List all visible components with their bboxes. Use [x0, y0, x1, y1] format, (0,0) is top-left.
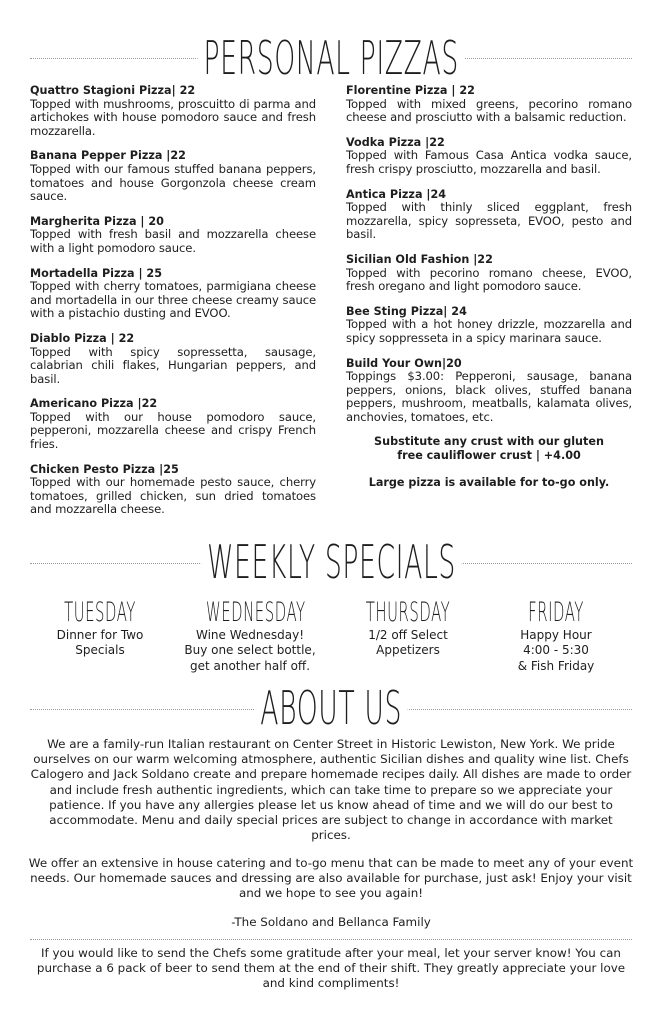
about-us-heading: ABOUT US — [0, 684, 662, 732]
special-day-friday — [476, 598, 636, 674]
menu-item-description: Topped with our homemade pesto sauce, cherry tomatoes, grilled chicken, sun dried tomatoes and mozzarella cheese. — [30, 475, 316, 517]
menu-item-description: Topped with our house pomodoro sauce, pepperoni, mozzarella cheese and crispy French fries. — [30, 409, 316, 452]
day-description: Specials — [75, 643, 125, 658]
menu-item-title: Margherita Pizza | 20 — [30, 214, 164, 228]
day-description: 4:00 - 5:30 — [523, 643, 589, 658]
day-description: & Fish Friday — [517, 658, 595, 673]
menu-item-title: Quattro Stagioni Pizza| 22 — [30, 84, 196, 97]
menu-item-title: Chicken Pesto Pizza |25 — [30, 462, 179, 476]
gratitude-paragraph: If you would like to send the Chefs some gratitude after your meal, let your server know! You can purchase a 6 pack of beer to send them at the end of their shift. They greatly appreciate your love and kind compliments! — [36, 946, 626, 991]
special-day-tuesday — [20, 598, 180, 659]
menu-item-title: Banana Pepper Pizza |22 — [30, 149, 186, 163]
pizza-column-right — [346, 84, 632, 489]
day-name: WEDNESDAY — [206, 597, 306, 628]
menu-item-description: Topped with fresh basil and mozzarella cheese with a light pomodoro sauce. — [30, 227, 316, 255]
menu-item-description: Topped with cherry tomatoes, parmigiana cheese and mortadella in our three cheese creamy sauce with a pistachio dusting and EVOO. — [30, 279, 316, 321]
menu-item-title: Mortadella Pizza | 25 — [30, 266, 162, 280]
menu-item — [30, 463, 316, 517]
day-description: get another half off. — [189, 658, 311, 673]
menu-item-title: Americano Pizza |22 — [30, 397, 158, 411]
menu-item — [346, 188, 632, 242]
menu-item — [346, 305, 632, 346]
special-day-thursday — [328, 598, 488, 659]
day-description: 1/2 off Select — [368, 628, 448, 642]
menu-item — [346, 253, 632, 294]
menu-item-title: Bee Sting Pizza| 24 — [346, 304, 467, 318]
menu-item-description: Toppings $3.00: Pepperoni, sausage, banana peppers, onions, black olives, stuffed banana peppers, mushroom, meatballs, kalamata olives, anchovies, tomatoes, etc. — [346, 369, 632, 424]
menu-item — [30, 215, 316, 256]
day-description: Buy one select bottle, — [184, 643, 316, 658]
family-signature: -The Soldano and Bellanca Family — [231, 915, 431, 929]
menu-item — [30, 332, 316, 386]
menu-item — [346, 84, 632, 125]
menu-item-description: Topped with a hot honey drizzle, mozzarella and spicy soppresseta in a spicy marinara sauce. — [346, 317, 632, 345]
personal-pizzas-heading: PERSONAL PIZZAS — [0, 34, 662, 82]
catering-paragraph: We offer an extensive in house catering and to-go menu that can be made to meet any of your event needs. Our homemade sauces and dressing are also available for purchase, just ask! Enjoy your visit and we hope to see you again! — [28, 856, 634, 901]
pizza-column-left — [30, 84, 316, 528]
menu-item-description: Topped with pecorino romano cheese, EVOO, fresh oregano and light pomodoro sauce. — [346, 265, 632, 294]
menu-item — [30, 84, 316, 138]
menu-item-description: Topped with mushrooms, proscuitto di parma and artichokes with house pomodoro sauce and fresh mozzarella. — [30, 96, 316, 138]
day-description: Wine Wednesday! — [195, 628, 305, 642]
menu-item-description: Topped with our famous stuffed banana peppers, tomatoes and house Gorgonzola cheese cream sauce. — [30, 161, 316, 204]
day-description: Appetizers — [376, 643, 440, 658]
menu-item-title: Vodka Pizza |22 — [346, 135, 445, 149]
menu-item — [30, 149, 316, 203]
large-pizza-note: Large pizza is available for to-go only. — [368, 475, 610, 489]
day-name: THURSDAY — [365, 597, 451, 628]
menu-item-description: Topped with thinly sliced eggplant, fresh mozzarella, spicy sopresseta, EVOO, pesto and basil. — [346, 200, 632, 242]
menu-item-description: Topped with Famous Casa Antica vodka sauce, fresh crispy prosciutto, mozzarella and basil. — [346, 148, 632, 176]
day-name: TUESDAY — [64, 597, 136, 628]
about-paragraph: We are a family-run Italian restaurant on Center Street in Historic Lewiston, New York. We pride ourselves on our warm welcoming atmosphere, authentic Sicilian dishes and quality wine list. Chefs Calogero and Jack Soldano create and prepare homemade recipes daily. All dishes are made to order and include fresh authentic ingredients, which can take time to prepare so we appreciate your patience. If you have any allergies please let us know ahead of time and we will do our best to accommodate. Menu and daily special prices are subject to change in accordance with market prices. — [30, 737, 632, 843]
weekly-specials-heading: WEEKLY SPECIALS — [0, 538, 662, 586]
day-name: FRIDAY — [528, 597, 584, 628]
menu-item-title: Antica Pizza |24 — [346, 187, 447, 201]
menu-item — [346, 357, 632, 425]
divider-bottom — [30, 939, 632, 940]
day-description: Dinner for Two — [56, 628, 144, 642]
special-day-wednesday — [170, 598, 330, 674]
menu-item-title: Sicilian Old Fashion |22 — [346, 252, 493, 266]
menu-item-description: Topped with mixed greens, pecorino romano cheese and prosciutto with a balsamic reduction. — [346, 96, 632, 125]
menu-item-description: Topped with spicy sopressetta, sausage, calabrian chili flakes, Hungarian peppers, and basil. — [30, 344, 316, 386]
menu-item — [30, 267, 316, 321]
menu-item — [346, 136, 632, 177]
menu-item-title: Diablo Pizza | 22 — [30, 331, 135, 345]
menu-item-title: Florentine Pizza | 22 — [346, 84, 475, 97]
menu-item — [30, 397, 316, 451]
menu-item-title: Build Your Own|20 — [346, 356, 462, 370]
day-description: Happy Hour — [520, 628, 592, 642]
gluten-free-note: Substitute any crust with our gluten free cauliflower crust | +4.00 — [374, 435, 604, 463]
